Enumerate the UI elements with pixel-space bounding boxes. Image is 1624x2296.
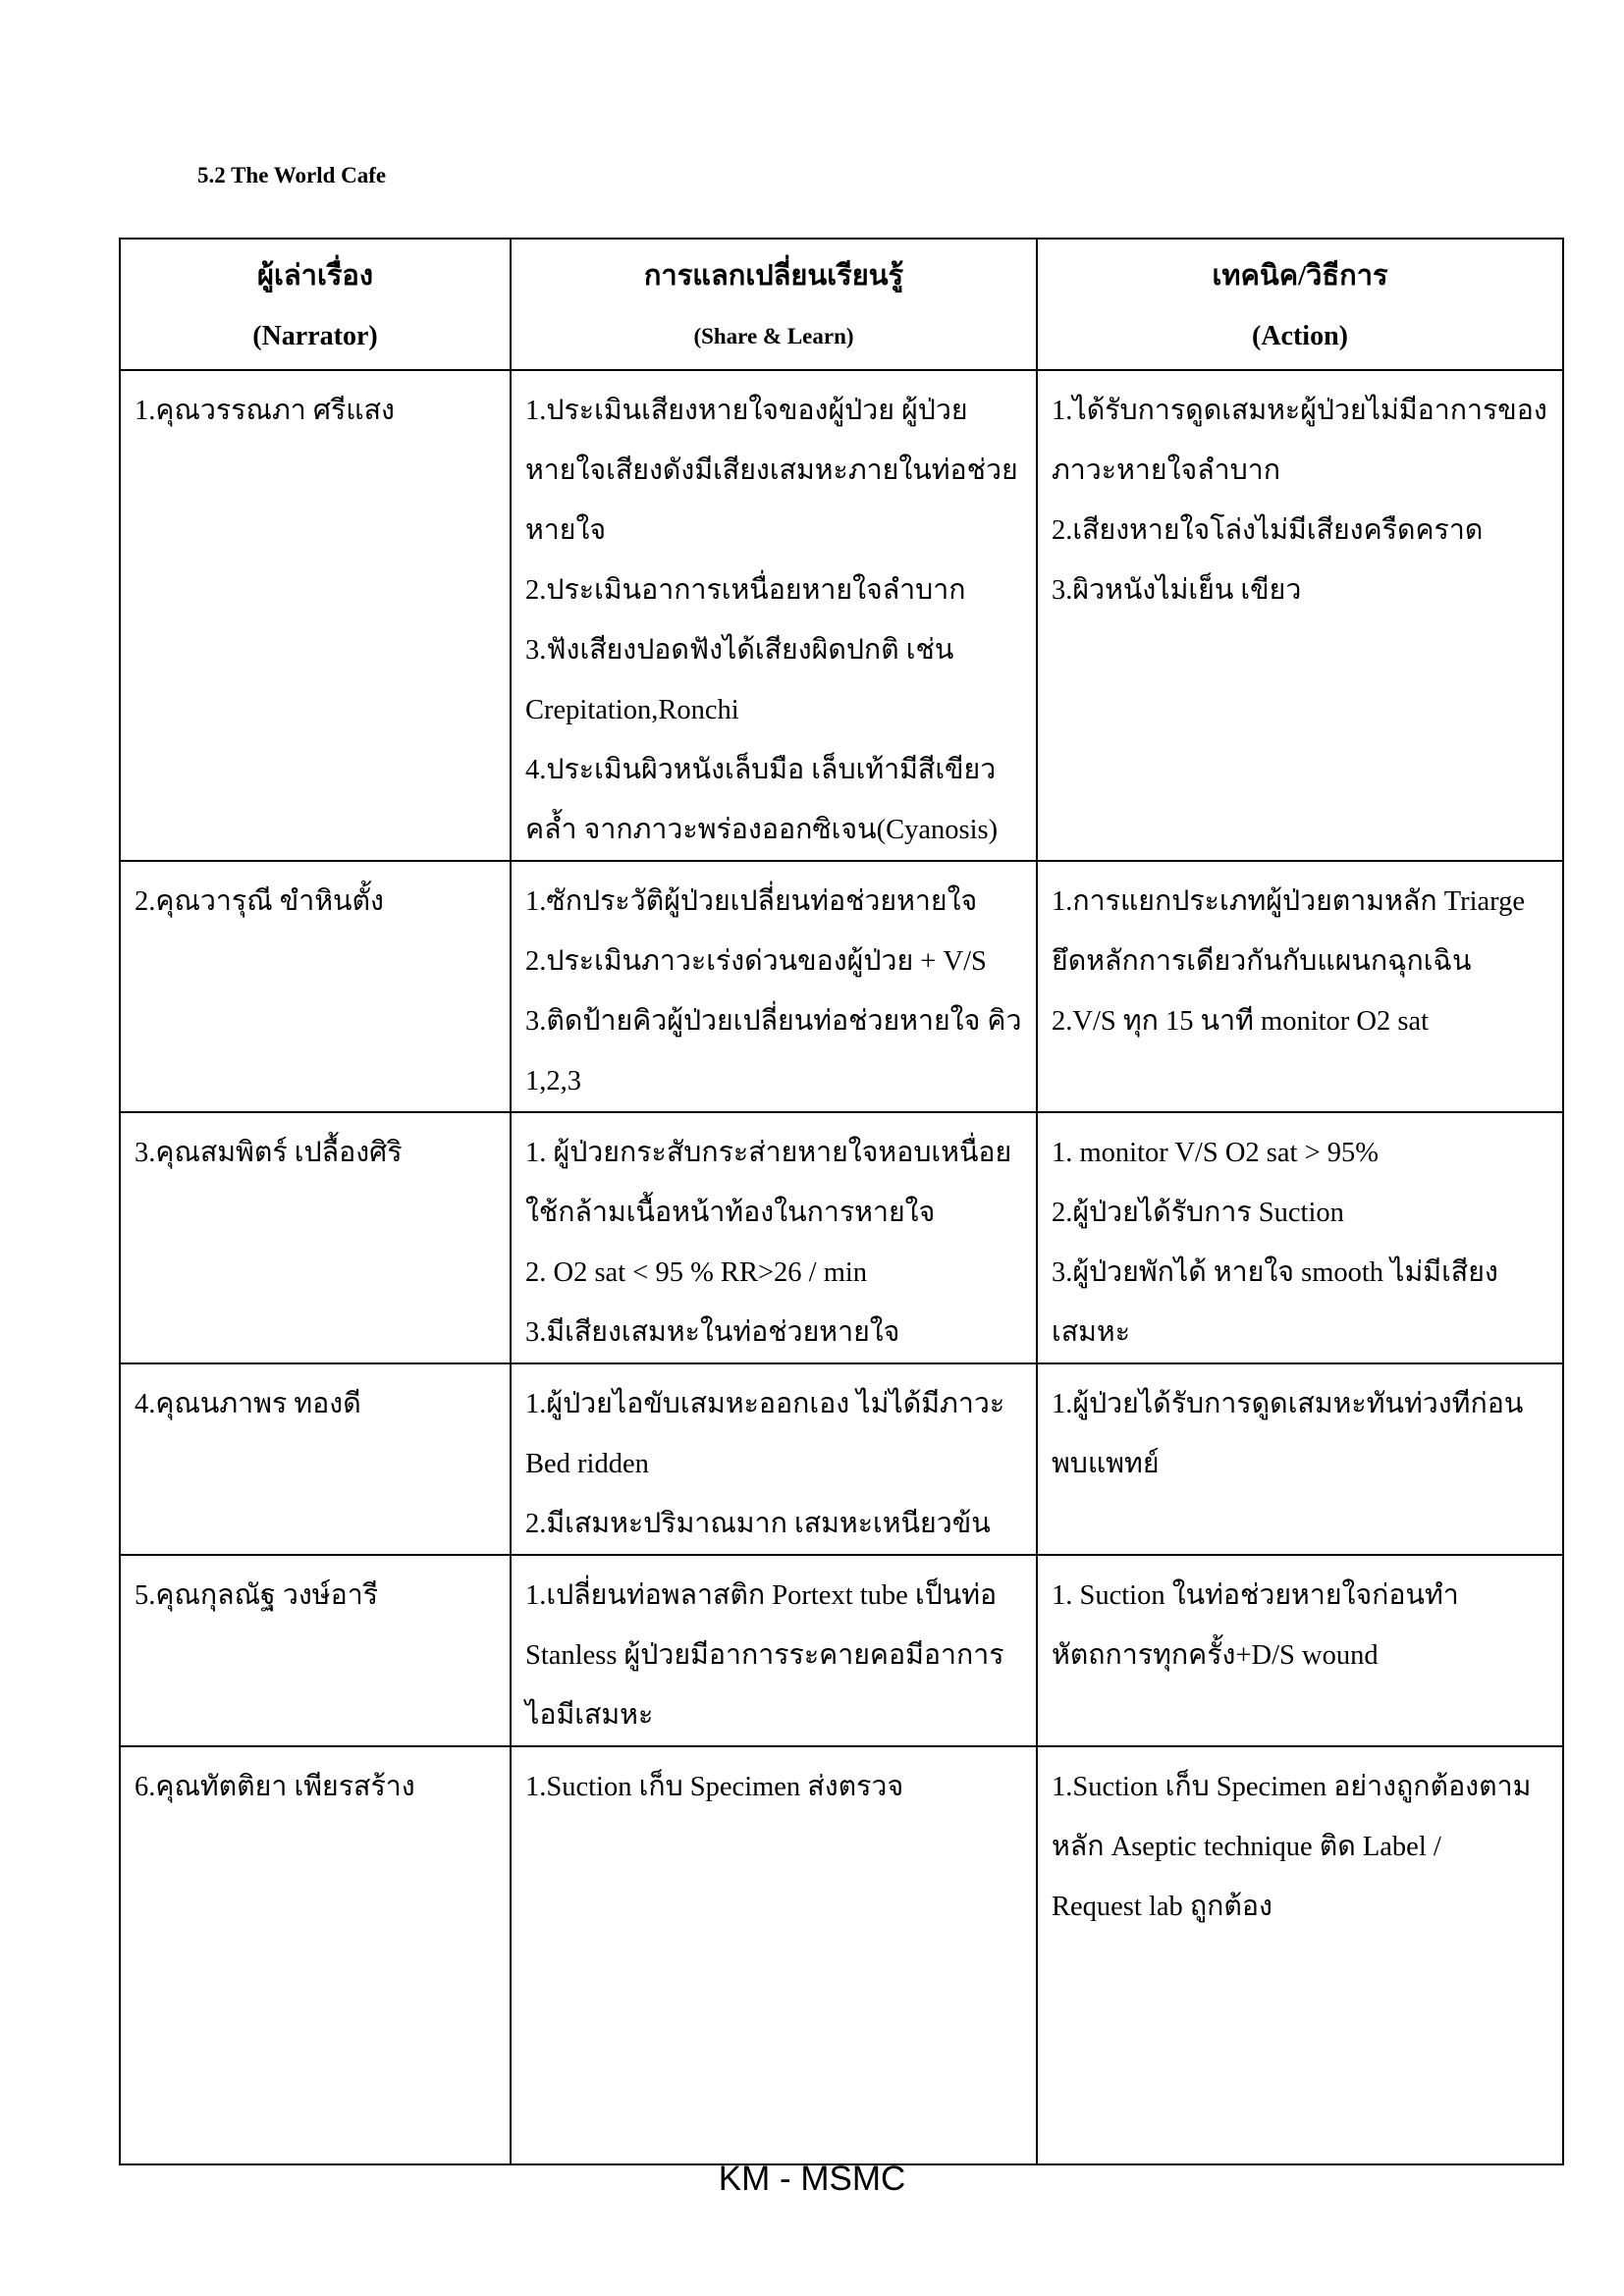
world-cafe-table	[119, 238, 1564, 2165]
table-row	[120, 1555, 1563, 1746]
action-line: 3.ผู้ป่วยพักได้ หายใจ smooth ไม่มีเสียง	[1052, 1257, 1498, 1288]
page-footer: KM - MSMC	[718, 2160, 906, 2198]
action-line: ยึดหลักการเดียวกันกับแผนกฉุกเฉิน	[1052, 946, 1472, 977]
share-cell	[511, 1363, 1037, 1555]
narrator-name: 5.คุณกุลณัฐ วงษ์อารี	[135, 1580, 379, 1611]
action-line: ภาวะหายใจลำบาก	[1052, 455, 1281, 486]
action-line: Request lab ถูกต้อง	[1052, 1892, 1272, 1922]
action-line: 3.ผิวหนังไม่เย็น เขียว	[1052, 575, 1302, 606]
narrator-name: 4.คุณนภาพร ทองดี	[135, 1389, 361, 1419]
share-line: 1.Suction เก็บ Specimen ส่งตรวจ	[525, 1772, 904, 1802]
action-cell	[1037, 370, 1563, 861]
share-line: 4.ประเมินผิวหนังเล็บมือ เล็บเท้ามีสีเขียว	[525, 755, 997, 785]
header-narrator-thai: ผู้เล่าเรื่อง	[256, 260, 374, 292]
action-cell	[1037, 1112, 1563, 1363]
share-line: 2.ประเมินภาวะเร่งด่วนของผู้ป่วย + V/S	[525, 946, 987, 977]
narrator-cell	[120, 1555, 511, 1746]
table-row	[120, 1112, 1563, 1363]
action-line: 1.Suction เก็บ Specimen อย่างถูกต้องตาม	[1052, 1772, 1532, 1802]
narrator-name: 2.คุณวารุณี ขำหินตั้ง	[135, 886, 384, 917]
header-narrator-english: (Narrator)	[252, 321, 378, 351]
action-line: 1.ได้รับการดูดเสมหะผู้ป่วยไม่มีอาการของ	[1052, 396, 1547, 426]
share-line: 3.ฟังเสียงปอดฟังได้เสียงผิดปกติ เช่น	[525, 635, 954, 666]
share-line: คล้ำ จากภาวะพร่องออกซิเจน(Cyanosis)	[525, 815, 999, 845]
action-cell	[1037, 1746, 1563, 2164]
action-cell	[1037, 1555, 1563, 1746]
share-line: หายใจ	[525, 515, 607, 546]
table-row	[120, 370, 1563, 861]
header-narrator	[120, 239, 511, 370]
table-row	[120, 1363, 1563, 1555]
share-line: ไอมีเสมหะ	[525, 1700, 654, 1731]
narrator-name: 3.คุณสมพิตร์ เปลื้องศิริ	[135, 1138, 403, 1168]
header-share	[511, 239, 1037, 370]
share-line: Crepitation,Ronchi	[525, 695, 739, 725]
action-line: 2.ผู้ป่วยได้รับการ Suction	[1052, 1198, 1344, 1228]
narrator-cell	[120, 370, 511, 861]
narrator-name: 1.คุณวรรณภา ศรีแสง	[135, 396, 395, 426]
action-line: หัตถการทุกครั้ง+D/S wound	[1052, 1640, 1379, 1671]
table-row	[120, 1746, 1563, 2164]
share-cell	[511, 370, 1037, 861]
share-line: 2.มีเสมหะปริมาณมาก เสมหะเหนียวข้น	[525, 1509, 991, 1539]
action-line: 2.V/S ทุก 15 นาที monitor O2 sat	[1052, 1006, 1430, 1037]
action-line: 1.การแยกประเภทผู้ป่วยตามหลัก Triarge	[1052, 886, 1526, 917]
share-line: 1.เปลี่ยนท่อพลาสติก Portext tube เป็นท่อ	[525, 1580, 998, 1611]
action-cell	[1037, 1363, 1563, 1555]
share-line: 1.ซักประวัติผู้ป่วยเปลี่ยนท่อช่วยหายใจ	[525, 886, 978, 917]
header-action	[1037, 239, 1563, 370]
action-line: 2.เสียงหายใจโล่งไม่มีเสียงครืดคราด	[1052, 515, 1484, 546]
table-header-row	[120, 239, 1563, 370]
share-cell	[511, 1746, 1037, 2164]
share-cell	[511, 861, 1037, 1112]
header-action-thai: เทคนิค/วิธีการ	[1212, 260, 1388, 292]
action-line: เสมหะ	[1052, 1317, 1131, 1348]
share-line: 1. ผู้ป่วยกระสับกระส่ายหายใจหอบเหนื่อย	[525, 1138, 1012, 1168]
share-cell	[511, 1555, 1037, 1746]
share-line: 1.ประเมินเสียงหายใจของผู้ป่วย ผู้ป่วย	[525, 396, 968, 426]
action-line: 1.ผู้ป่วยได้รับการดูดเสมหะทันท่วงทีก่อน	[1052, 1389, 1524, 1419]
action-line: หลัก Aseptic technique ติด Label /	[1052, 1832, 1441, 1862]
share-cell	[511, 1112, 1037, 1363]
share-line: Bed ridden	[525, 1449, 649, 1479]
action-line: พบแพทย์	[1052, 1449, 1160, 1479]
share-line: 2. O2 sat < 95 % RR>26 / min	[525, 1257, 868, 1288]
narrator-cell	[120, 1746, 511, 2164]
header-share-thai: การแลกเปลี่ยนเรียนรู้	[643, 260, 904, 292]
share-line: หายใจเสียงดังมีเสียงเสมหะภายในท่อช่วย	[525, 455, 1018, 486]
action-cell	[1037, 861, 1563, 1112]
action-line: 1. Suction ในท่อช่วยหายใจก่อนทำ	[1052, 1580, 1459, 1611]
share-line: 1,2,3	[525, 1066, 581, 1096]
share-line: 2.ประเมินอาการเหนื่อยหายใจลำบาก	[525, 575, 966, 606]
narrator-cell	[120, 861, 511, 1112]
header-action-english: (Action)	[1252, 321, 1348, 351]
narrator-name: 6.คุณทัตติยา เพียรสร้าง	[135, 1772, 415, 1802]
section-title: 5.2 The World Cafe	[197, 163, 387, 187]
share-line: Stanless ผู้ป่วยมีอาการระคายคอมีอาการ	[525, 1640, 1004, 1671]
share-line: 3.ติดป้ายคิวผู้ป่วยเปลี่ยนท่อช่วยหายใจ คิว	[525, 1006, 1022, 1037]
header-share-english: (Share & Learn)	[693, 324, 854, 348]
action-line: 1. monitor V/S O2 sat > 95%	[1052, 1138, 1380, 1168]
share-line: 1.ผู้ป่วยไอขับเสมหะออกเอง ไม่ได้มีภาวะ	[525, 1389, 1005, 1419]
table-row	[120, 861, 1563, 1112]
narrator-cell	[120, 1363, 511, 1555]
narrator-cell	[120, 1112, 511, 1363]
share-line: 3.มีเสียงเสมหะในท่อช่วยหายใจ	[525, 1317, 900, 1348]
share-line: ใช้กล้ามเนื้อหน้าท้องในการหายใจ	[525, 1198, 936, 1228]
